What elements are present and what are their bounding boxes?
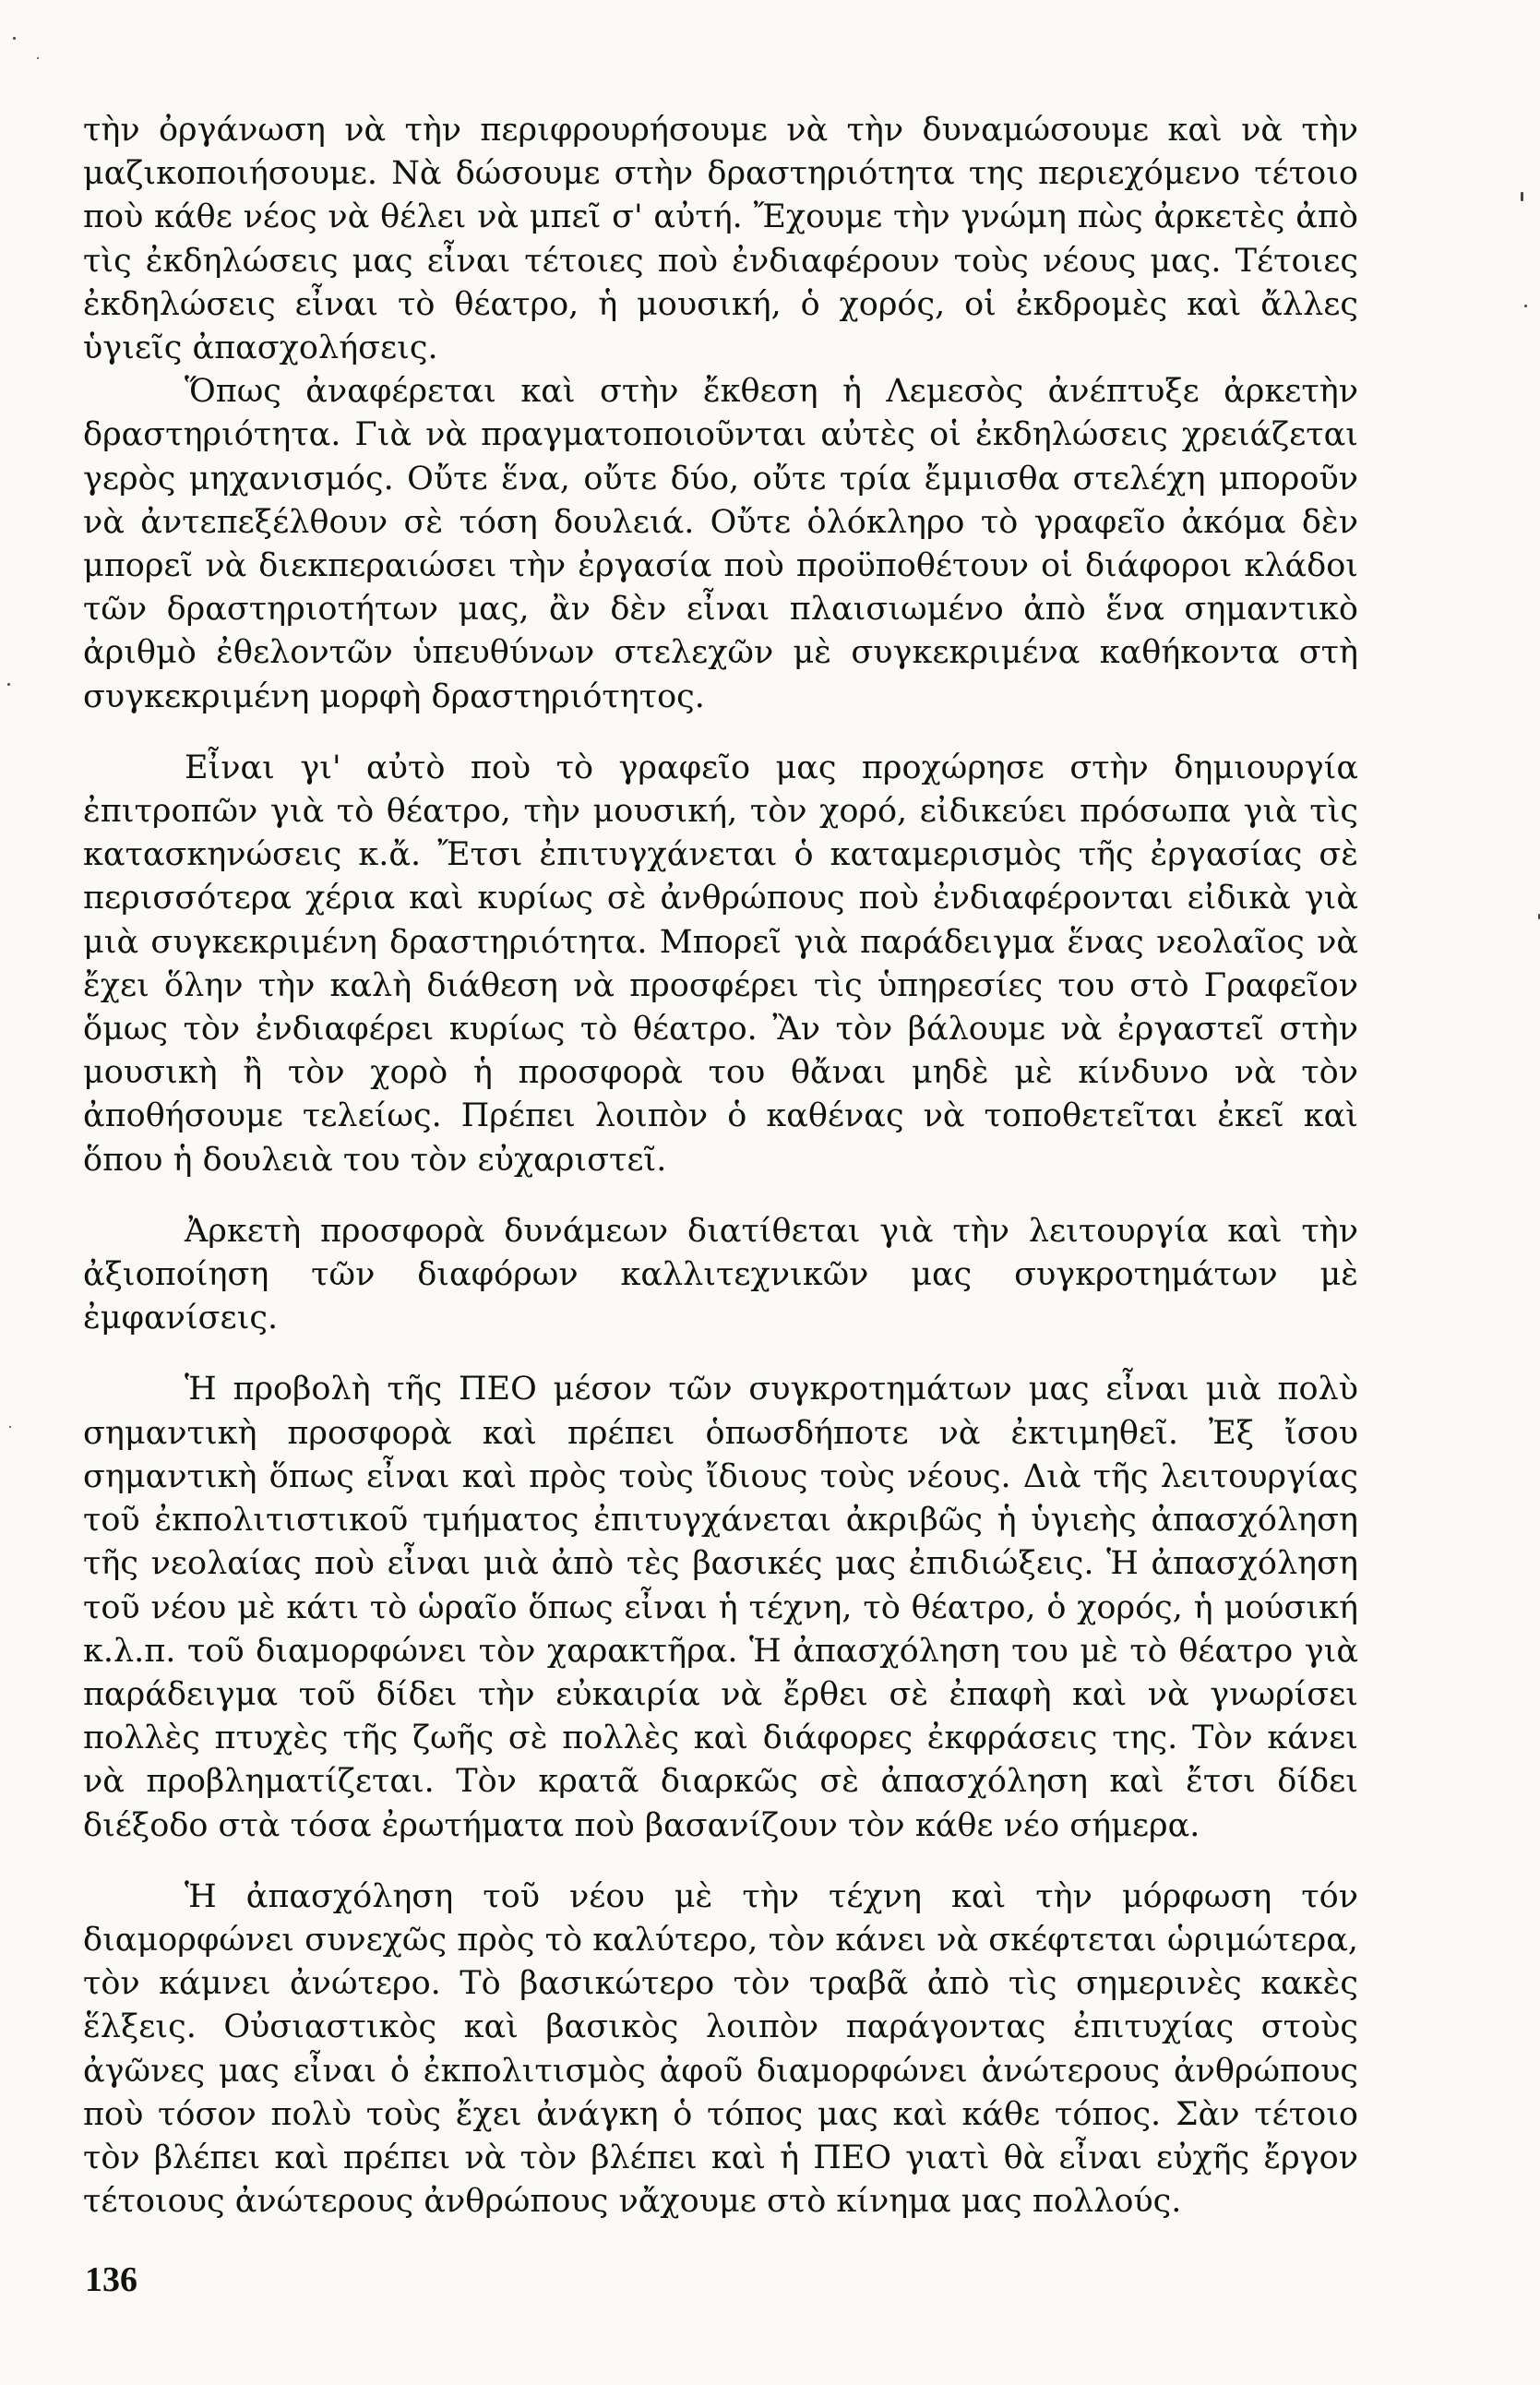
scan-speck [9,1426,11,1428]
paragraph-6: Ἡ ἀπασχόληση τοῦ νέου μὲ τὴν τέχνη καὶ τὴν μόρφωση τόν διαμορφώνει συνεχῶς πρὸς τὸ καλύτερο, τὸν κάνει νὰ σκέφτεται ὡριμώτερα, τὸν κάμνει ἀνώτερο. Τὸ βασικώτερο τὸν τραβᾶ ἀπὸ τὶς σημερινὲς κακὲς ἕλξεις. Οὐσιαστικὸς καὶ βασικὸς λοιπὸν παράγοντας ἐπιτυχίας στοὺς ἀγῶνες μας εἶναι ὁ ἐκπολιτισμὸς ἀφοῦ διαμορφώνει ἀνώτερους ἀνθρώπους ποὺ τόσον πολὺ τοὺς ἔχει ἀνάγκη ὁ τόπος μας καὶ κάθε τόπος. Σὰν τέτοιο τὸν βλέπει καὶ πρέπει νὰ τὸν βλέπει καὶ ἡ ΠΕΟ γιατὶ θὰ εἶναι εὐχῆς ἔργον τέτοιους ἀνώτερους ἀνθρώπους νἄχουμε στὸ κίνημα μας πολλούς. [83,1877,1358,2221]
page-number: 136 [85,2260,137,2299]
scan-speck [1521,192,1523,201]
paragraph-5: Ἡ προβολὴ τῆς ΠΕΟ μέσον τῶν συγκροτημάτων μας εἶναι μιὰ πολὺ σημαντικὴ προσφορὰ καὶ πρέπει ὁπωσδήποτε νὰ ἐκτιμηθεῖ. Ἐξ ἴσου σημαντικὴ ὅπως εἶναι καὶ πρὸς τοὺς ἴδιους τοὺς νέους. Διὰ τῆς λειτουργίας τοῦ ἐκπολιτιστικοῦ τμήματος ἐπιτυγχάνεται ἀκριβῶς ἡ ὑγιεὴς ἀπασχόληση τῆς νεολαίας ποὺ εἶναι μιὰ ἀπὸ τὲς βασικές μας ἐπιδιώξεις. Ἡ ἀπασχόληση τοῦ νέου μὲ κάτι τὸ ὡραῖο ὅπως εἶναι ἡ τέχνη, τὸ θέατρο, ὁ χορός, ἡ μούσική κ.λ.π. τοῦ διαμορφώνει τὸν χαρακτῆρα. Ἡ ἀπασχόληση του μὲ τὸ θέατρο γιὰ παράδειγμα τοῦ δίδει τὴν εὐκαιρία νὰ ἔρθει σὲ ἐπαφὴ καὶ νὰ γνωρίσει πολλὲς πτυχὲς τῆς ζωῆς σὲ πολλὲς καὶ διάφορες ἐκφράσεις της. Τὸν κάνει νὰ προβληματίζεται. Τὸν κρατᾶ διαρκῶς σὲ ἀπασχόληση καὶ ἔτσι δίδει διέξοδο στὰ τόσα ἐρωτήματα ποὺ βασανίζουν τὸν κάθε νέο σήμερα. [83,1371,1358,1844]
paragraph-3: Εἶναι γι' αὐτὸ ποὺ τὸ γραφεῖο μας προχώρησε στὴν δημιουργία ἐπιτροπῶν γιὰ τὸ θέατρο, τὴν μουσική, τὸν χορό, εἰδικεύει πρόσωπα γιὰ τὶς κατασκηνώσεις κ.ἄ. Ἔτσι ἐπιτυγχάνεται ὁ καταμερισμὸς τῆς ἐργασίας σὲ περισσότερα χέρια καὶ κυρίως σὲ ἀνθρώπους ποὺ ἐνδιαφέρονται εἰδικὰ γιὰ μιὰ συγκεκριμένη δραστηριότητα. Μπορεῖ γιὰ παράδειγμα ἕνας νεολαῖος νὰ ἔχει ὅλην τὴν καλὴ διάθεση νὰ προσφέρει τὶς ὑπηρεσίες του στὸ Γραφεῖον ὅμως τὸν ἐνδιαφέρει κυρίως τὸ θέατρο. Ἂν τὸν βάλουμε νὰ ἐργαστεῖ στὴν μουσικὴ ἢ τὸν χορὸ ἡ προσφορὰ του θἄναι μηδὲ μὲ κίνδυνο νὰ τὸν ἀποθήσουμε τελείως. Πρέπει λοιπὸν ὁ καθένας νὰ τοποθετεῖται ἐκεῖ καὶ ὅπου ἡ δουλειὰ του τὸν εὐχαριστεῖ. [83,749,1358,1179]
paragraph-1: τὴν ὀργάνωση νὰ τὴν περιφρουρήσουμε νὰ τὴν δυναμώσουμε καὶ νὰ τὴν μαζικοποιήσουμε. Νὰ δώσουμε στὴν δραστηριότητα της περιεχόμενο τέτοιο ποὺ κάθε νέος νὰ θέλει νὰ μπεῖ σ' αὐτή. Ἔχουμε τὴν γνώμη πὼς ἀρκετὲς ἀπὸ τὶς ἐκδηλώσεις μας εἶναι τέτοιες ποὺ ἐνδιαφέρουν τοὺς νέους μας. Τέτοιες ἐκδηλώσεις εἶναι τὸ θέατρο, ἡ μουσική, ὁ χορός, οἱ ἐκδρομὲς καὶ ἄλλες ὑγιεῖς ἀπασχολήσεις. [83,112,1358,367]
scan-speck [13,37,16,40]
scan-speck [7,683,10,686]
paragraph-2: Ὅπως ἀναφέρεται καὶ στὴν ἔκθεση ἡ Λεμεσὸς ἀνέπτυξε ἀρκετὴν δραστηριότητα. Γιὰ νὰ πραγματοποιοῦνται αὐτὲς οἱ ἐκδηλώσεις χρειάζεται γερὸς μηχανισμός. Οὔτε ἕνα, οὔτε δύο, οὔτε τρία ἔμμισθα στελέχη μποροῦν νὰ ἀντεπεξέλθουν σὲ τόση δουλειά. Οὔτε ὁλόκληρο τὸ γραφεῖο ἀκόμα δὲν μπορεῖ νὰ διεκπεραιώσει τὴν ἐργασία ποὺ προϋποθέτουν οἱ διάφοροι κλάδοι τῶν δραστηριοτήτων μας, ἂν δὲν εἶναι πλαισιωμένο ἀπὸ ἕνα σημαντικὸ ἀριθμὸ ἐθελοντῶν ὑπευθύνων στελεχῶν μὲ συγκεκριμένα καθήκοντα στὴ συγκεκριμένη μορφὴ δραστηριότητος. [83,373,1358,715]
scan-speck [37,57,39,59]
scan-speck [1524,305,1527,307]
body-text [83,109,1358,2223]
paragraph-4: Ἀρκετὴ προσφορὰ δυνάμεων διατίθεται γιὰ τὴν λειτουργία καὶ τὴν ἀξιοποίηση τῶν διαφόρων καλλιτεχνικῶν μας συγκροτημάτων μὲ ἐμφανίσεις. [83,1212,1358,1337]
